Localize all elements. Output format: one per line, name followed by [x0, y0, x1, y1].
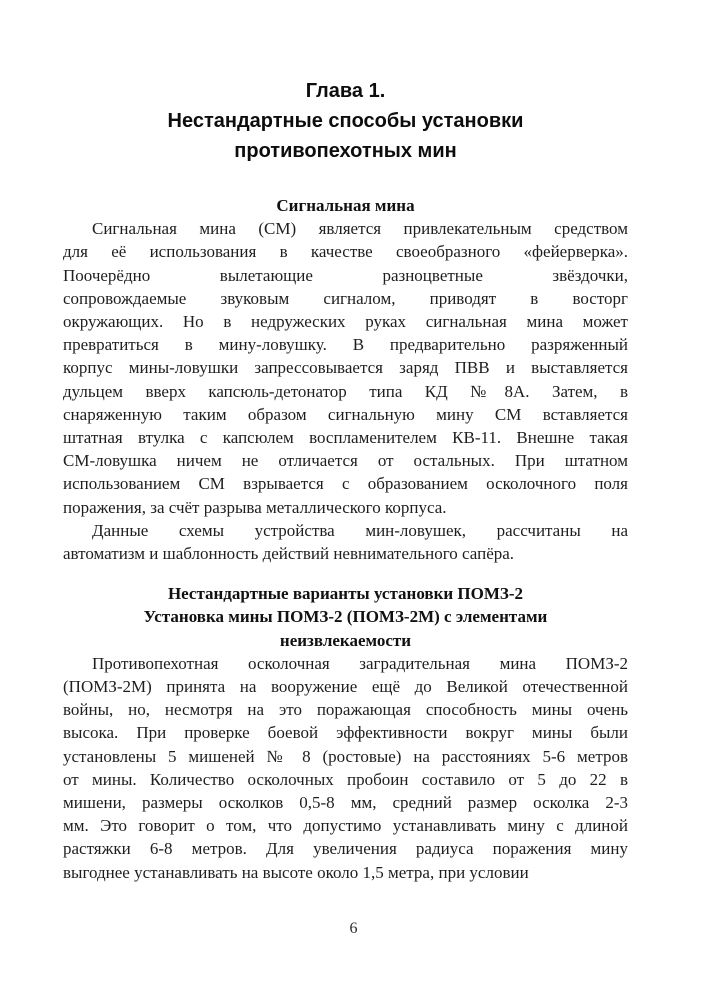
body-line: для её использования в качестве своеобразного «фейерверка».	[63, 242, 628, 262]
chapter-title-line: противопехотных мин	[234, 140, 457, 162]
section-heading-line: Установка мины ПОМЗ-2 (ПОМЗ-2М) с элементами	[143, 607, 548, 627]
body-line: растяжки 6-8 метров. Для увеличения радиуса поражения мину	[63, 839, 628, 859]
section-heading-line: неизвлекаемости	[279, 630, 412, 650]
paragraph	[63, 217, 628, 519]
page-body	[63, 194, 628, 884]
body-line: превратиться в мину-ловушку. В предварительно разряженный	[63, 335, 628, 355]
body-line: выгоднее устанавливать на высоте около 1,5 метра, при условии	[63, 862, 529, 882]
body-line: высока. При проверке боевой эффективности вокруг мины были	[63, 723, 628, 743]
body-line: окружающих. Но в недружеских руках сигнальная мина может	[63, 312, 628, 332]
body-line: штатная втулка с капсюлем воспламенителем КВ-11. Внешне такая	[63, 428, 628, 448]
body-line: СМ-ловушка ничем не отличается от остальных. При штатном	[63, 451, 628, 471]
text-column	[63, 76, 628, 884]
body-line: от мины. Количество осколочных пробоин составило от 5 до 22 в	[63, 769, 628, 789]
chapter-title-line: Нестандартные способы установки	[167, 110, 524, 132]
paragraph	[63, 519, 628, 565]
body-line: сопровождаемые звуковым сигналом, приводят в восторг	[63, 288, 628, 308]
body-line: Противопехотная осколочная заградительная мина ПОМЗ-2	[92, 653, 628, 673]
chapter-heading-block	[63, 76, 628, 166]
body-line: дульцем вверх капсюль-детонатор типа КД №8А. Затем, в	[63, 381, 628, 401]
section	[63, 194, 628, 565]
chapter-title	[63, 106, 628, 166]
chapter-number: Глава 1.	[305, 80, 386, 102]
section	[63, 582, 628, 884]
paragraph	[63, 652, 628, 884]
page-number: 6	[349, 920, 358, 937]
section-heading-line: Нестандартные варианты установки ПОМЗ-2	[167, 584, 524, 604]
body-line: корпус мины-ловушки запрессовывается заряд ПВВ и выставляется	[63, 358, 628, 378]
body-line: войны, но, несмотря на это поражающая способность мины очень	[63, 700, 628, 720]
body-line: установлены 5 мишеней № 8 (ростовые) на расстояниях 5-6 метров	[63, 746, 628, 766]
body-line: Данные схемы устройства мин-ловушек, рассчитаны на	[92, 520, 628, 540]
body-line: автоматизм и шаблонность действий невнимательного сапёра.	[63, 544, 515, 564]
body-line: Сигнальная мина (СМ) является привлекательным средством	[92, 219, 628, 239]
body-line: поражения, за счёт разрыва металлического корпуса.	[63, 497, 447, 517]
body-line: мишени, размеры осколков 0,5-8 мм, средний размер осколка 2-3	[63, 793, 628, 813]
body-line: использованием СМ взрывается с образованием осколочного поля	[63, 474, 628, 494]
body-line: снаряженную таким образом сигнальную мину СМ вставляется	[63, 404, 628, 424]
body-line: мм. Это говорит о том, что допустимо устанавливать мину с длиной	[63, 816, 628, 836]
body-line: Поочерёдно вылетающие разноцветные звёздочки,	[63, 265, 628, 285]
section-heading-line: Сигнальная мина	[276, 196, 415, 215]
body-line: (ПОМЗ-2М) принята на вооружение ещё до Великой отечественной	[63, 677, 628, 697]
